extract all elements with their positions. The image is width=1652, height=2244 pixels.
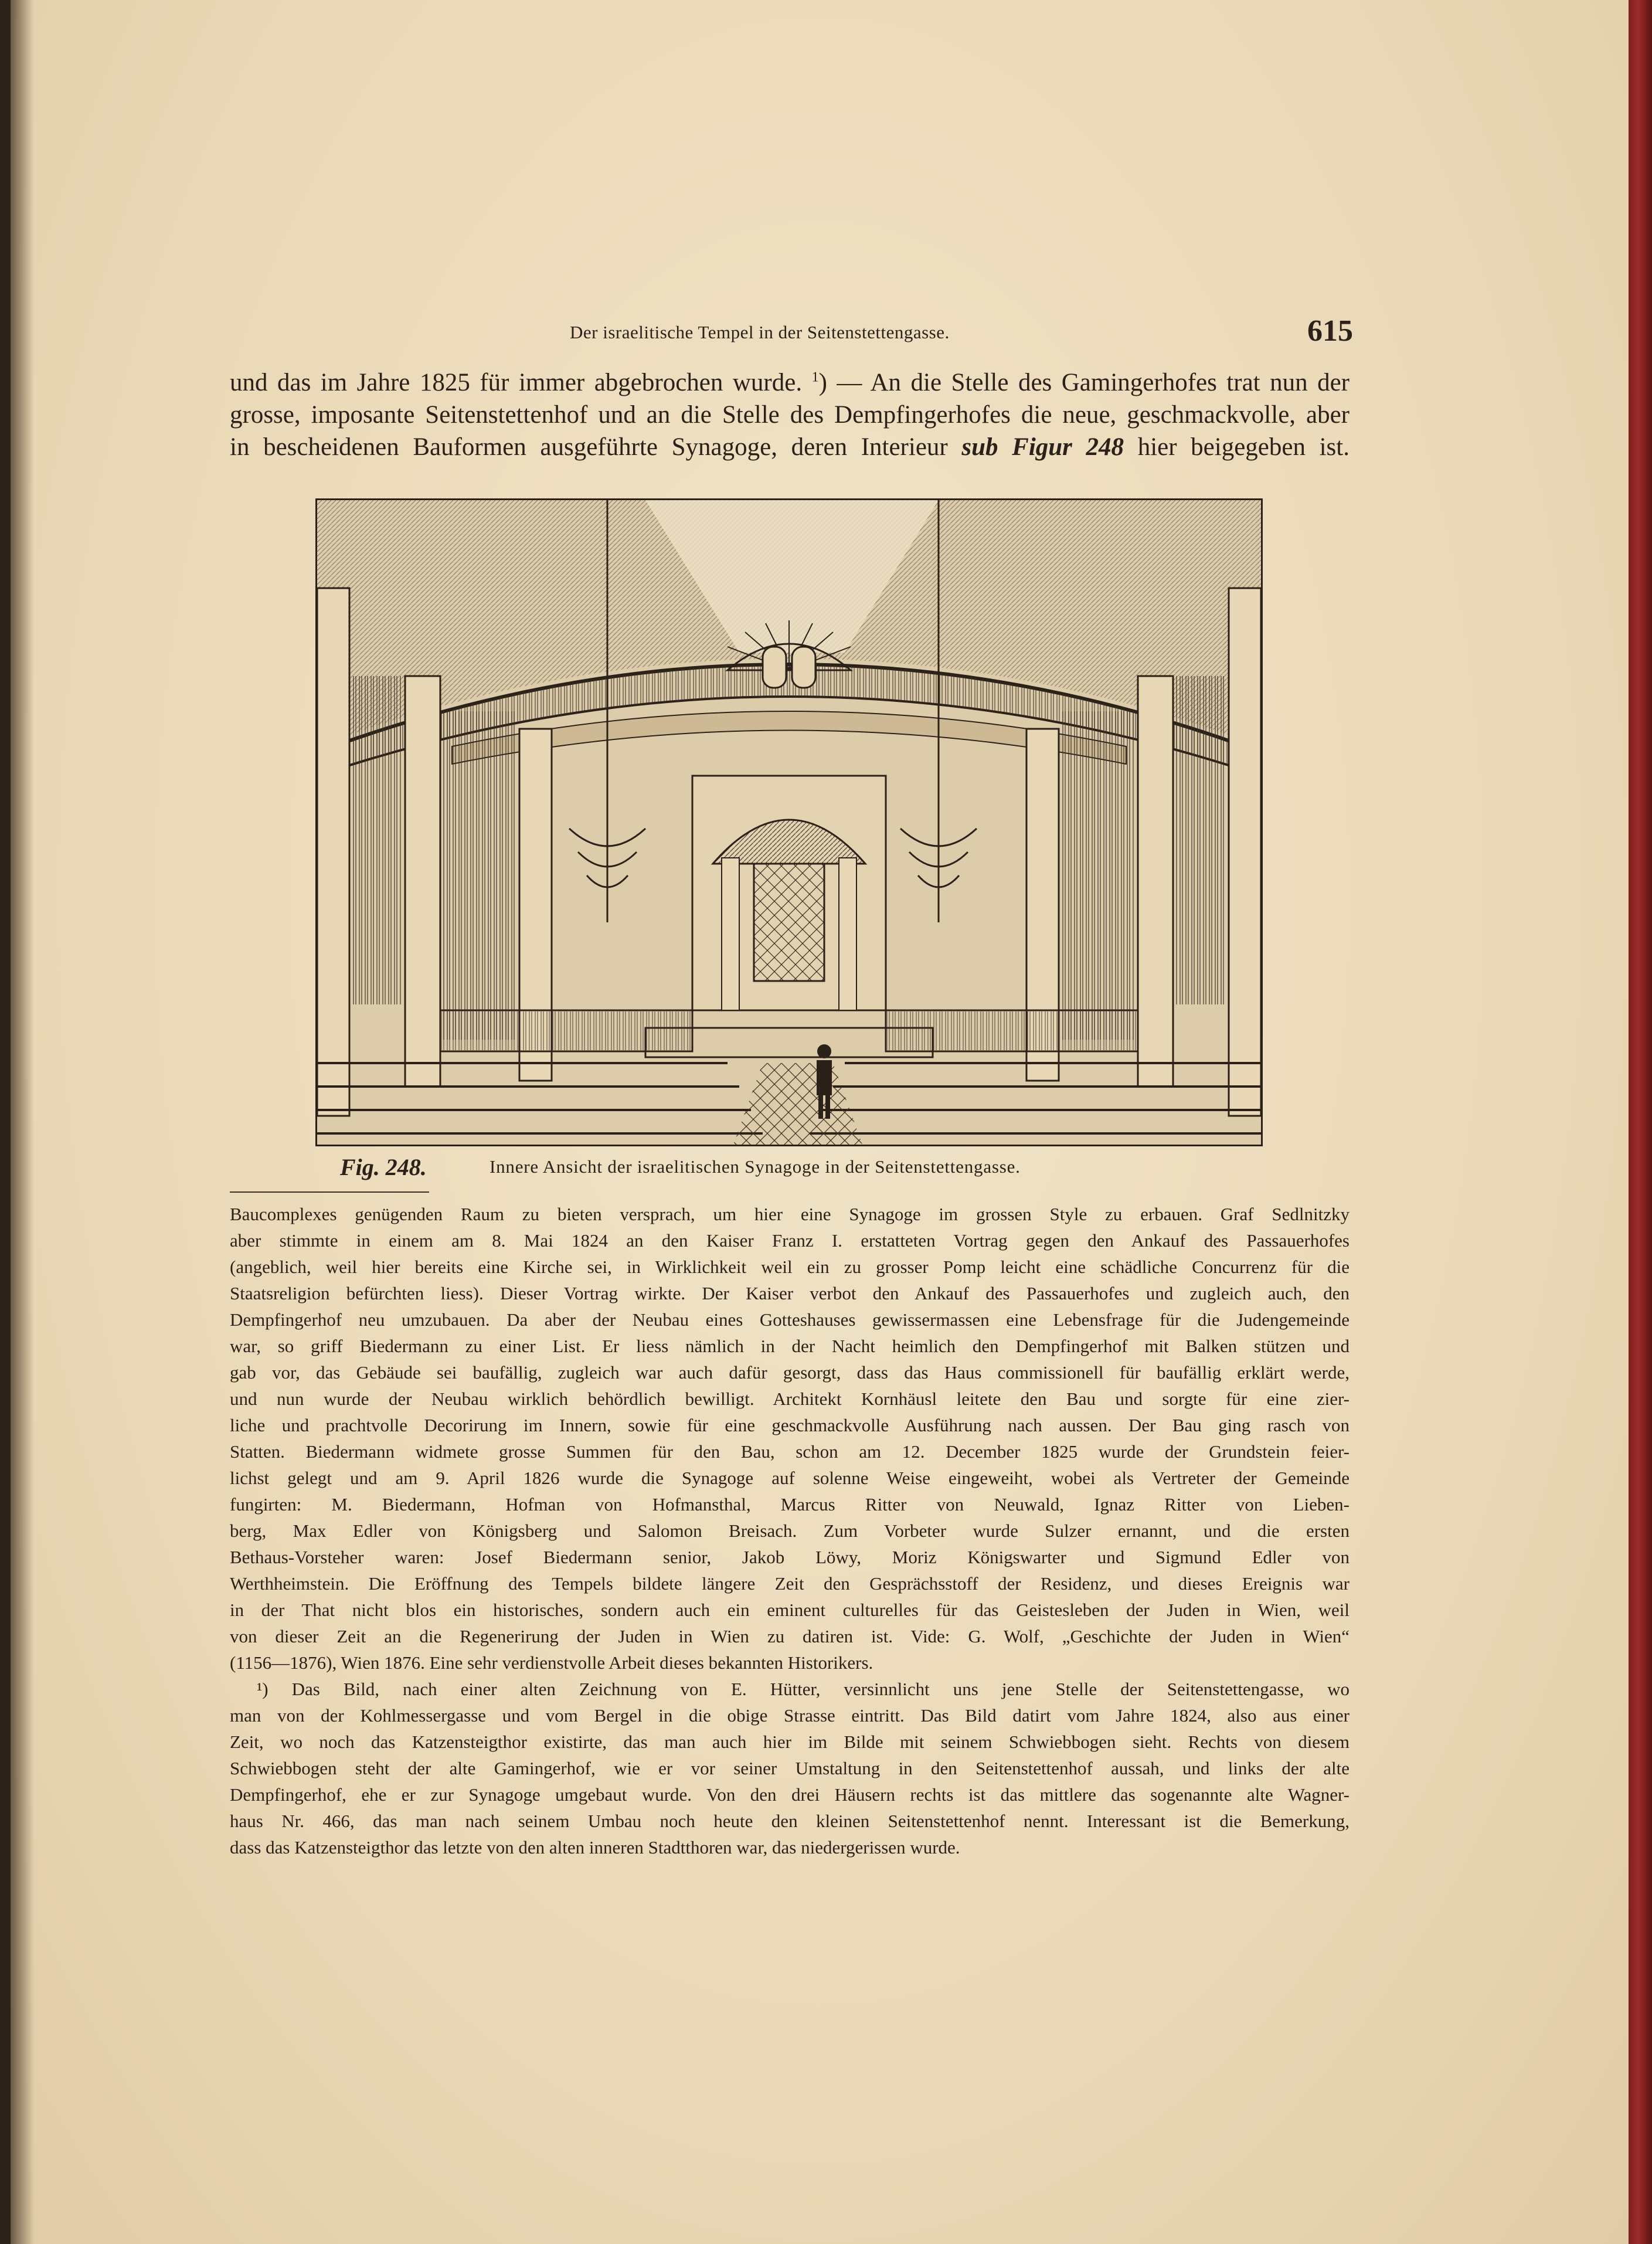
footnote-line: (1156—1876), Wien 1876. Eine sehr verdienstvolle Arbeit dieses bekannten Historikers. (230, 1652, 873, 1673)
synagogue-engraving (315, 498, 1263, 1146)
footnote-line: in der That nicht blos ein historisches, sondern auch ein eminent culturelles für das Geistesleben der Juden in Wien, weil (230, 1600, 1350, 1620)
figure-reference: sub Figur 248 (961, 433, 1124, 461)
torah-ark (692, 776, 886, 1010)
footnote-line: Dempfingerhof, ehe er zur Synagoge umgebaut wurde. Von den drei Häusern rechts ist das mittlere das sogenannte alte Wagner- (230, 1784, 1350, 1805)
footnote-line: Statten. Biedermann widmete grosse Summen für den Bau, schon am 12. December 1825 wurde der Grundstein feier- (230, 1441, 1350, 1462)
footnotes (230, 1201, 1350, 1861)
footnote-line: Werthheimstein. Die Eröffnung des Tempels bildete längere Zeit den Gesprächsstoff der Residenz, und dieses Ereignis war (230, 1573, 1350, 1594)
footnote-line: und nun wurde der Neubau wirklich behördlich bewilligt. Architekt Kornhäusl leitete den Bau und sorgte für eine zier- (230, 1389, 1350, 1409)
footnote-line: berg, Max Edler von Königsberg und Salomon Breisach. Zum Vorbeter wurde Sulzer ernannt, und die ersten (230, 1520, 1350, 1541)
footnote-line: Schwiebbogen steht der alte Gamingerhof, wie er vor seiner Umstaltung in den Seitenstettenhof aussah, und links der alte (230, 1758, 1350, 1778)
intro-line: und das im Jahre 1825 für immer abgebrochen wurde. $^1$) — An die Stelle des Gamingerhofes trat nun der (230, 369, 1350, 396)
footnote-line: dass das Katzensteigthor das letzte von den alten inneren Stadtthoren war, das niedergerissen wurde. (230, 1837, 960, 1858)
figure-caption (340, 1153, 1266, 1183)
footnote-line: Bethaus-Vorsteher waren: Josef Biedermann senior, Jakob Löwy, Moriz Königswarter und Sigmund Edler von (230, 1547, 1350, 1567)
caption-text: Innere Ansicht der israelitischen Synagoge in der Seitenstettengasse. (490, 1156, 1021, 1177)
footnote-line: aber stimmte in einem am 8. Mai 1824 an den Kaiser Franz I. erstatteten Vortrag gegen den Ankauf des Passauerhofes (230, 1230, 1350, 1251)
page-number: 615 (1307, 314, 1353, 348)
footnote-line: Zeit, wo noch das Katzensteigthor existirte, das man auch hier im Bilde mit seinem Schwiebbogen sieht. Rechts von diesem (230, 1732, 1350, 1752)
intro-line: in bescheidenen Bauformen ausgeführte Synagoge, deren Interieur sub Figur 248 hier beigegeben ist. (230, 433, 1350, 461)
footnote-line: Baucomplexes genügenden Raum zu bieten versprach, um hier eine Synagoge im grossen Style zu erbauen. Graf Sedlnitzky (230, 1204, 1350, 1224)
engraving-illustration (317, 500, 1261, 1145)
running-head (0, 314, 1353, 355)
footnote-line: haus Nr. 466, das man nach seinem Umbau noch heute den kleinen Seitenstettenhof nennt. Interessant ist die Bemerkung, (230, 1811, 1350, 1831)
figure-label: Fig. 248. (340, 1154, 427, 1180)
footnote-line: man von der Kohlmessergasse und vom Bergel in die obige Strasse eintritt. Das Bild datirt vom Jahre 1824, also aus einer (230, 1705, 1350, 1726)
intro-line: grosse, imposante Seitenstettenhof und an die Stelle des Dempfingerhofes die neue, geschmackvolle, aber (230, 401, 1350, 429)
footnote-line: (angeblich, weil hier bereits eine Kirche sei, in Wirklichkeit weil ein zu grosser Pomp leicht eine schädliche Concurrenz für die (230, 1257, 1350, 1277)
footnote-line: von dieser Zeit an die Regenerirung der Juden in Wien zu datiren ist. Vide: G. Wolf, „Geschichte der Juden in Wien“ (230, 1626, 1350, 1646)
footnote-line: lichst gelegt und am 9. April 1826 wurde die Synagoge auf solenne Weise eingeweiht, wobei als Vertreter der Gemeinde (230, 1468, 1350, 1488)
book-edge (1629, 0, 1652, 2244)
footnote-line: war, so griff Biedermann zu einer List. Er liess nämlich in der Nacht heimlich den Dempfingerhof mit Balken stützen und (230, 1336, 1350, 1356)
footnote-line: liche und prachtvolle Decorirung im Innern, sowie für eine geschmackvolle Ausführung nach aussen. Der Bau ging rasch von (230, 1415, 1350, 1435)
footnote-line: Dempfingerhof neu umzubauen. Da aber der Neubau eines Gotteshauses gewissermassen eine Lebensfrage für die Judengemeinde (230, 1309, 1350, 1330)
footnote-line: gab vor, das Gebäude sei baufällig, zugleich war auch dafür gesorgt, dass das Haus commissionell für baufällig erklärt werde, (230, 1362, 1350, 1383)
footnote-line: ¹) Das Bild, nach einer alten Zeichnung von E. Hütter, versinnlicht uns jene Stelle der Seitenstettengasse, wo (257, 1679, 1350, 1699)
running-title: Der israelitische Tempel in der Seitenstettengasse. (570, 322, 950, 342)
footnote-line: fungirten: M. Biedermann, Hofman von Hofmansthal, Marcus Ritter von Neuwald, Ignaz Ritter von Lieben- (230, 1494, 1350, 1515)
footnote-line: Staatsreligion befürchten liess). Dieser Vortrag wirkte. Der Kaiser verbot den Ankauf des Passauerhofes und zugleich auch, den (230, 1283, 1350, 1303)
intro-paragraph (230, 366, 1350, 463)
footnote-divider (230, 1191, 429, 1193)
footnote-marker: 1 (811, 369, 819, 385)
